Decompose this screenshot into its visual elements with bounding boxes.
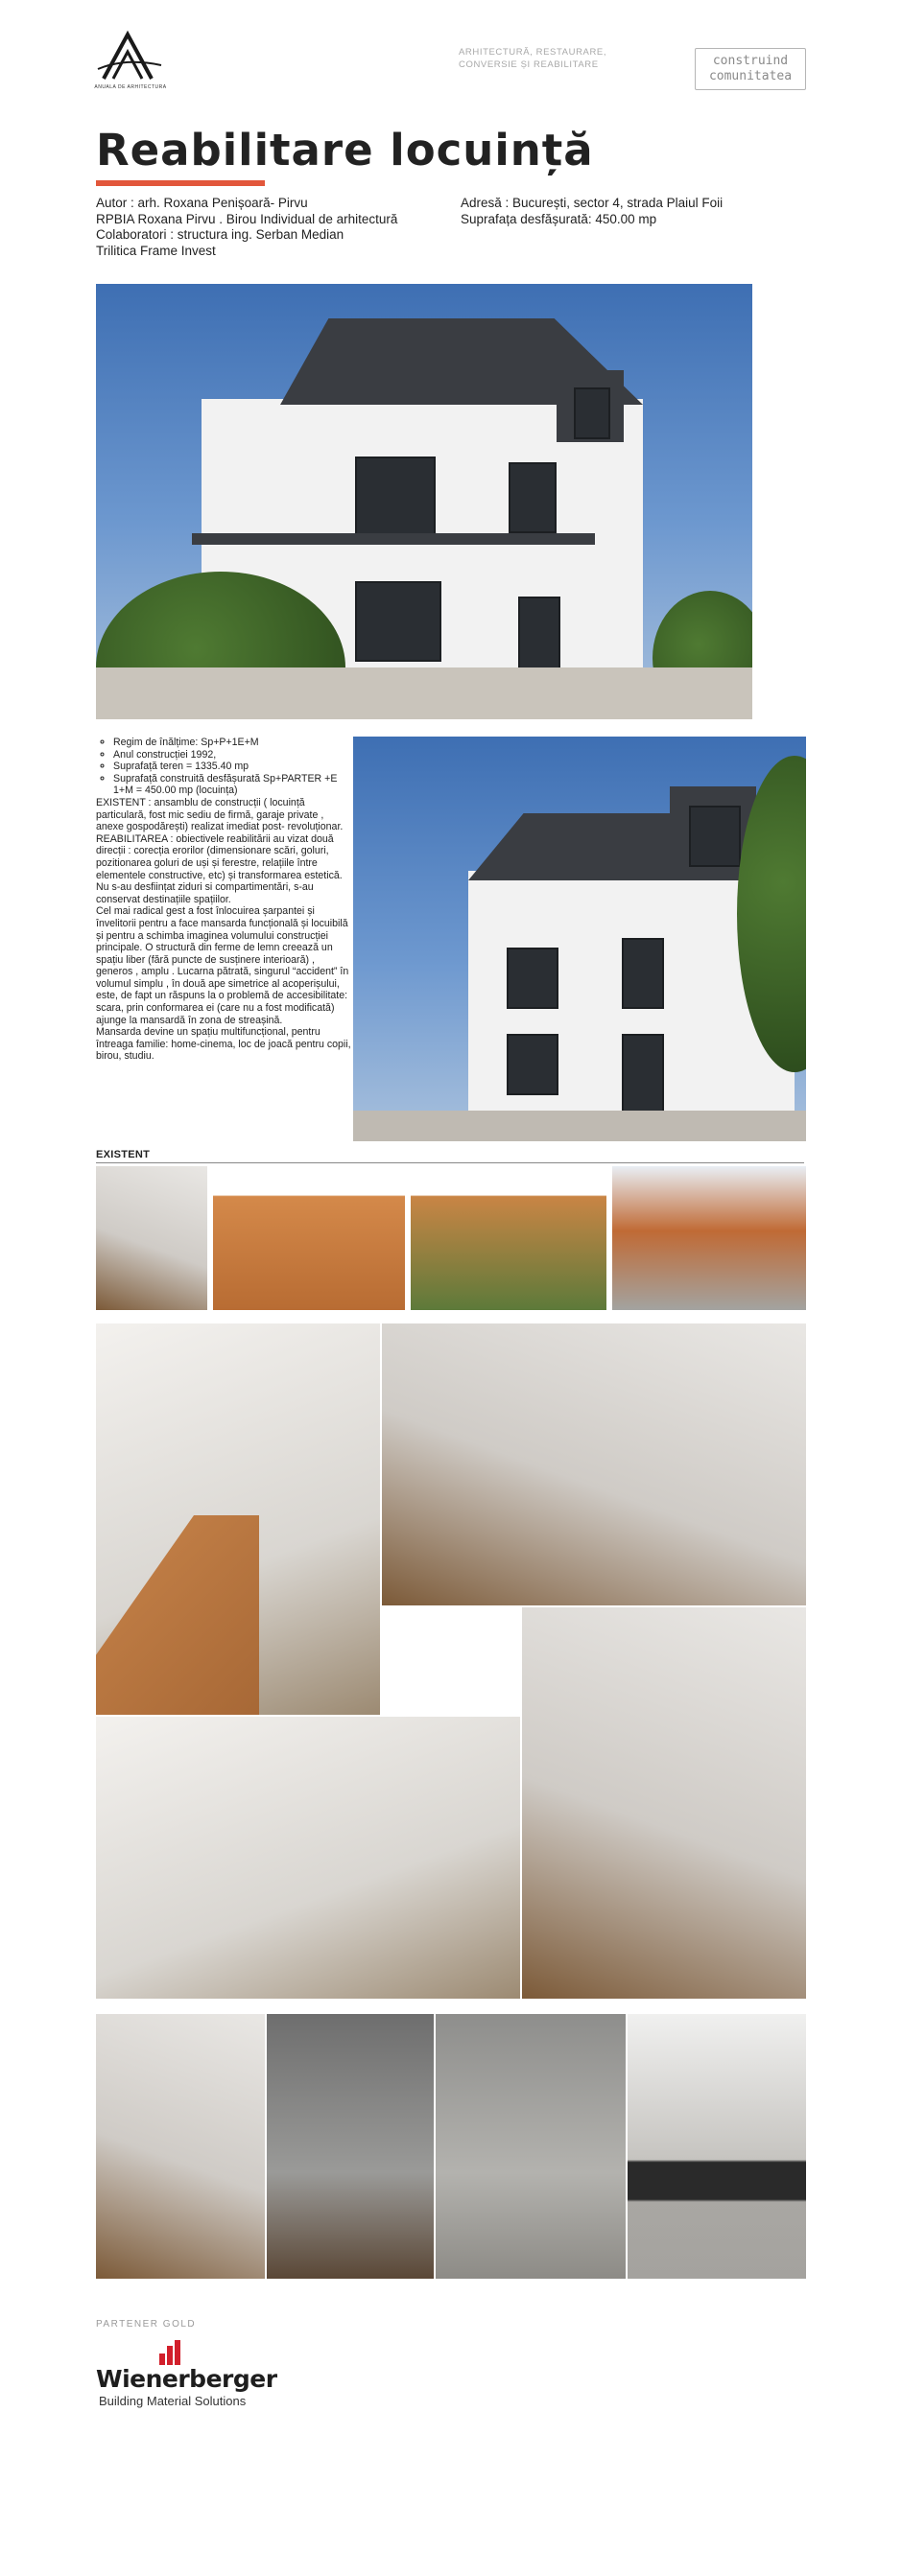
category-line: ARHITECTURĂ, RESTAURARE, [459,47,607,58]
description-paragraph: Mansarda devine un spațiu multifuncțional, pentru întreaga familie: home-cinema, loc de joacă pentru copii, birou, studiu. [96,1026,351,1063]
credit-line: Colaboratori : structura ing. Serban Median [96,227,344,242]
sponsor-tagline: Building Material Solutions [99,2394,247,2408]
series-logo-line: construind [712,54,789,68]
existing-photo [612,1166,806,1310]
series-logo [695,48,806,90]
wienerberger-logo-icon [157,2340,186,2365]
interior-photo [382,1323,806,1605]
interior-photo [96,1717,520,1999]
title-underline [96,180,265,186]
description-paragraph: Nu s-au desființat ziduri si compartimentări, s-au conservat destinațiile spațiilor. [96,881,314,905]
project-credits [96,196,461,259]
project-description [96,737,353,1063]
list-item: ◦ Regim de înălțime: Sp+P+1E+M [113,737,353,749]
credit-line: RPBIA Roxana Pirvu . Birou Individual de arhitectură [96,211,398,226]
list-item: ◦ Suprafață construită desfășurată Sp+PARTER +E 1+M = 450.00 mp (locuința) [113,773,353,797]
description-paragraph: Cel mai radical gest a fost înlocuirea șarpantei și învelitorii pentru a face mansarda funcțională și locuibilă și pentru a schimba imaginea volumului construcției principale. O structură din ferme de lemn creează un spațiu liber (fără puncte de susținere interioară) , generos , amplu . Lucarna pătrată, singurul “accident” în volumul simplu , în două ape simetrice al acoperișului, este, de fapt un răspuns la o problemă de accesibilitate: scara, prin conformarea ei (care nu a fost modificată) ajunge la mansardă în zona de streașină. [96,905,349,1026]
facts-list [96,737,353,797]
category-label [459,46,622,71]
partner-label: PARTENER GOLD [96,2319,197,2330]
interior-photo [522,1607,806,1999]
existing-section-label: EXISTENT [96,1149,151,1160]
stair-photo [96,2014,265,2279]
existing-photo [411,1166,606,1310]
category-line: CONVERSIE ȘI REABILITARE [459,59,599,70]
credit-line: Autor : arh. Roxana Penișoară- Pirvu [96,196,308,210]
bathroom-photo [628,2014,806,2279]
existing-photo [96,1166,207,1310]
area-line: Suprafața desfășurată: 450.00 mp [461,211,657,226]
credit-line: Trilitica Frame Invest [96,243,216,258]
section-divider [96,1162,804,1163]
project-location [461,196,825,227]
description-paragraph: EXISTENT : ansamblu de construcții ( locuință particulară, fost mic sediu de firmă, garaje private , anexe gospodărești) realizat imediat post- revoluționar. [96,796,344,833]
page-title: Reabilitare locuință [96,125,594,176]
address-line: Adresă : București, sector 4, strada Plaiul Foii [461,196,724,210]
existing-photo [213,1166,405,1310]
facade-photo [353,737,806,1141]
series-logo-line: comunitatea [708,69,793,83]
hero-photo [96,284,752,719]
interior-photo [96,1323,380,1715]
list-item: ◦ Suprafață teren = 1335.40 mp [113,761,353,773]
sponsor-name: Wienerberger [96,2365,277,2393]
logo-caption: ANUALA DE ARHITECTURA [94,84,167,90]
bathroom-photo [267,2014,434,2279]
list-item: ◦ Anul construcției 1992, [113,749,353,761]
description-paragraph: REABILITAREA : obiectivele reabilitării au vizat două direcții : corecția erorilor (dimensionare scări, goluri, pozitionarea goluri de uși și ferestre, relațiile între elementele constructive, etc) și transformarea estetică. [96,832,343,881]
bathroom-photo [436,2014,626,2279]
